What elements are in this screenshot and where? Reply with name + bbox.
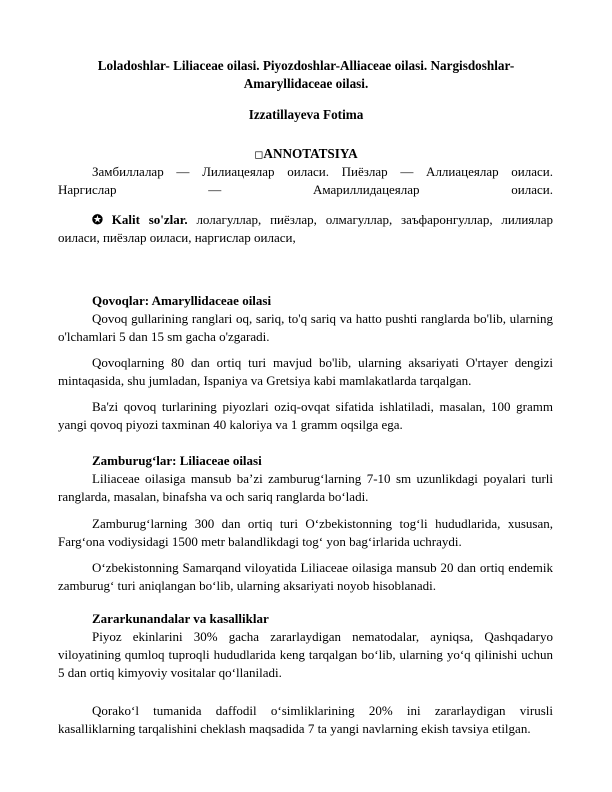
annotation-line-1: Замбиллалар — Лилиацеялар оиласи. Пиёзлар — Аллиацеялар оиласи. [92,164,553,179]
section-heading: Qovoqlar: Amaryllidaceae oilasi [92,293,272,308]
keywords-label: Kalit so'zlar. [111,212,188,227]
key-icon: ✪ [92,212,103,227]
paragraph: Qovoq gullarining ranglari oq, sariq, to'q sariq va hatto pushti ranglarda bo'lib, ularning o'lchamlari 5 dan 15 sm gacha o'zgaradi. [58,311,553,344]
paragraph: Zamburug‘larning 300 dan ortiq turi O‘zbekistonning tog‘li hududlarida, xususan, Farg‘ona vodiysidagi 1500 metr balandlikdagi tog‘ yon bag‘irlarida uchraydi. [58,516,553,549]
keywords-text: лолагуллар, пиёзлар, олмагуллар, заъфаронгуллар, лилиялар оиласи, пиёзлар оиласи, наргислар оиласи, [58,212,554,245]
paragraph: Liliaceae oilasiga mansub ba’zi zamburug‘larning 7-10 sm uzunlikdagi poyalari turli ranglarda, masalan, binafsha va och sariq ranglarda bo‘ladi. [58,471,553,504]
paragraph: Qorako‘l tumanida daffodil o‘simliklarining 20% ini zararlaydigan virusli kasalliklarning tarqalishini cheklash maqsadida 7 ta yangi navlarning ekish tavsiya etilgan. [58,703,553,736]
paragraph: Piyoz ekinlarini 30% gacha zararlaydigan nematodalar, ayniqsa, Qashqadaryo viloyatining qumloq tuproqli hududlarida keng tarqalgan bo‘lib, ularning yo‘q qilinishi uchun 5 dan ortiq kimyoviy vositalar qo‘llaniladi. [58,629,553,680]
symbol-icon: ◻ [254,149,264,161]
annotation-line-2: Наргислар — Амариллидацеялар оиласи. [58,182,553,197]
author-name: Izzatillayeva Fotima [248,107,364,122]
paragraph: O‘zbekistonning Samarqand viloyatida Liliaceae oilasiga mansub 20 dan ortiq endemik zamburug‘ turi aniqlangan bo‘lib, ularning aksariyati noyob hisoblanadi. [58,560,553,593]
keywords-paragraph [58,211,553,247]
section-heading: Zararkunandalar va kasalliklar [92,611,269,626]
annotation-text [58,163,553,199]
annotation-heading [0,146,612,162]
page-title: Loladoshlar- Liliaceae oilasi. Piyozdoshlar-Alliaceae oilasi. Nargisdoshlar-Amaryllidaceae oilasi. [97,58,515,91]
paragraph: Qovoqlarning 80 dan ortiq turi mavjud bo'lib, ularning aksariyati O'rtayer dengizi mintaqasida, shu jumladan, Ispaniya va Gretsiya kabi mamlakatlarda tarqalgan. [58,355,553,388]
paragraph: Ba'zi qovoq turlarining piyozlari oziq-ovqat sifatida ishlatiladi, masalan, 100 gramm yangi qovoq piyozi taxminan 40 kaloriya va 1 gramm oqsilga ega. [58,399,553,432]
section-heading: Zamburug‘lar: Liliaceae oilasi [92,453,262,468]
annotation-heading-text: ANNOTATSIYA [263,146,358,161]
